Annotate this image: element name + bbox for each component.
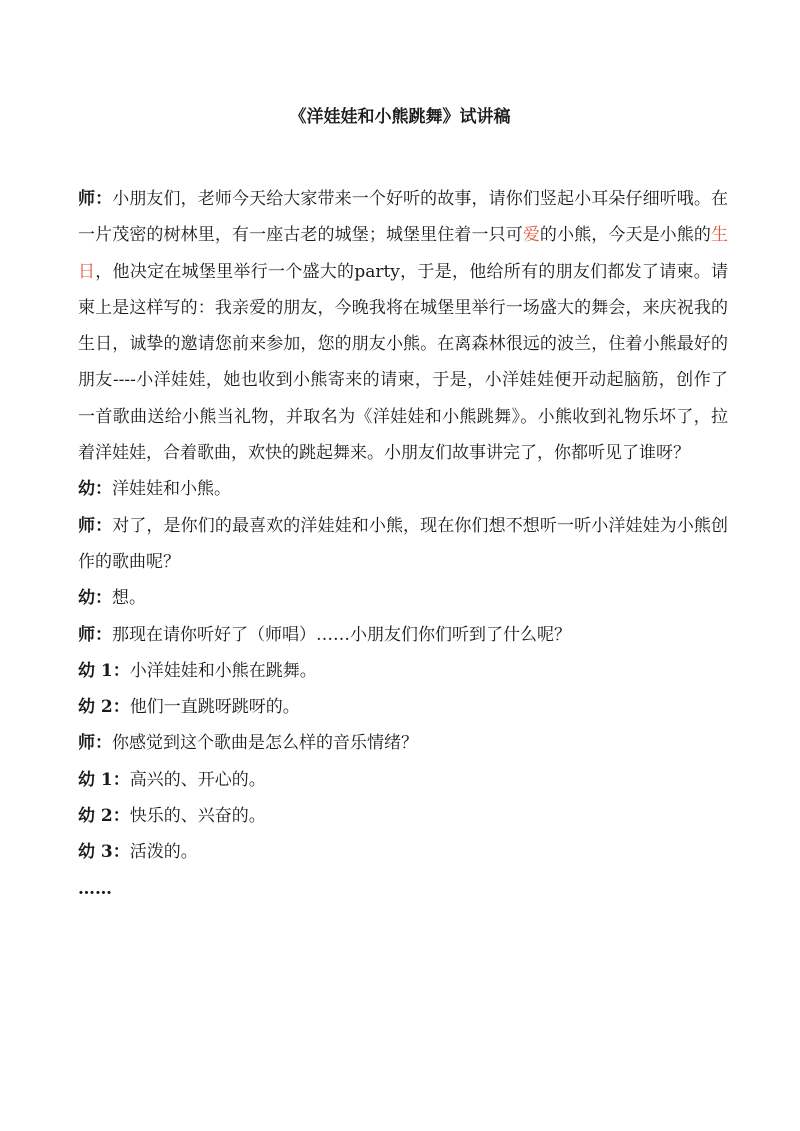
script-body: [78, 181, 728, 907]
intro-text-1: 小朋友们，老师今天给大家带来一个好听的故事，请你们竖起小耳朵仔细听哦。在一片茂密的树林里，有一座古老的城堡；城堡里住着一只可: [78, 189, 729, 246]
continuation-ellipsis: ……: [78, 878, 112, 899]
dialogue-line: [78, 508, 728, 581]
dialogue-text: 那现在请你听好了（师唱）……小朋友们你们听到了什么呢？: [112, 624, 571, 645]
dialogue-line: [78, 580, 728, 616]
document-title: 《洋娃娃和小熊跳舞》试讲稿: [289, 107, 511, 127]
dialogue-line: [78, 798, 728, 834]
speaker-label: 幼 3：: [78, 842, 130, 863]
dialogue-line: [78, 725, 728, 761]
speaker-label: 师：: [78, 515, 113, 536]
dialogue-line: [78, 471, 728, 507]
dialogue-text: 对了，是你们的最喜欢的洋娃娃和小熊，现在你们想不想听一听小洋娃娃为小熊创作的歌曲呢？: [78, 515, 729, 572]
speaker-label: 幼 1：: [78, 769, 130, 790]
dialogue-text: 你感觉到这个歌曲是怎么样的音乐情绪？: [112, 733, 418, 754]
dialogue-text: 高兴的、开心的。: [129, 769, 266, 790]
dialogue-line: [78, 689, 728, 725]
speaker-label: 师：: [78, 189, 113, 209]
speaker-label: 幼：: [78, 479, 112, 500]
speaker-label: 幼 1：: [78, 660, 130, 681]
intro-text-3: ，他决定在城堡里举行一个盛大的party，于是，他给所有的朋友们都发了请柬。请柬上是这样写的：我亲爱的朋友，今晚我将在城堡里举行一场盛大的舞会，来庆祝我的生日，诚挚的邀请您前来参加，您的朋友小熊。在离森林很远的波兰，住着小熊最好的朋友----小洋娃娃，她也收到小熊寄来的请柬，于是，小洋娃娃便开动起脑筋，创作了一首歌曲送给小熊当礼物，并取名为《洋娃娃和小熊跳舞》。小熊收到礼物乐坏了，拉着洋娃娃，合着歌曲，欢快的跳起舞来。小朋友们故事讲完了，你都听见了谁呀？: [78, 261, 729, 464]
dialogue-text: 快乐的、兴奋的。: [129, 806, 266, 827]
dialogue-text: 他们一直跳呀跳呀的。: [129, 697, 300, 718]
dialogue-text: 洋娃娃和小熊。: [112, 479, 231, 500]
highlight-word: 生日: [78, 225, 729, 282]
dialogue-line: [78, 834, 728, 870]
speaker-label: 幼：: [78, 588, 112, 609]
intro-text-2: 的小熊，今天是小熊的: [539, 225, 712, 246]
highlight-word: 爱: [522, 225, 540, 246]
dialogue-line: [78, 762, 728, 798]
dialogue-line: [78, 617, 728, 653]
intro-paragraph: [78, 181, 728, 471]
dialogue-text: 想。: [112, 588, 146, 609]
speaker-label: 师：: [78, 733, 112, 754]
dialogue-text: 小洋娃娃和小熊在跳舞。: [129, 660, 317, 681]
speaker-label: 师：: [78, 624, 112, 645]
dialogue-line: [78, 653, 728, 689]
speaker-label: 幼 2：: [78, 806, 130, 827]
speaker-label: 幼 2：: [78, 697, 130, 718]
dialogue-text: 活泼的。: [129, 842, 198, 863]
